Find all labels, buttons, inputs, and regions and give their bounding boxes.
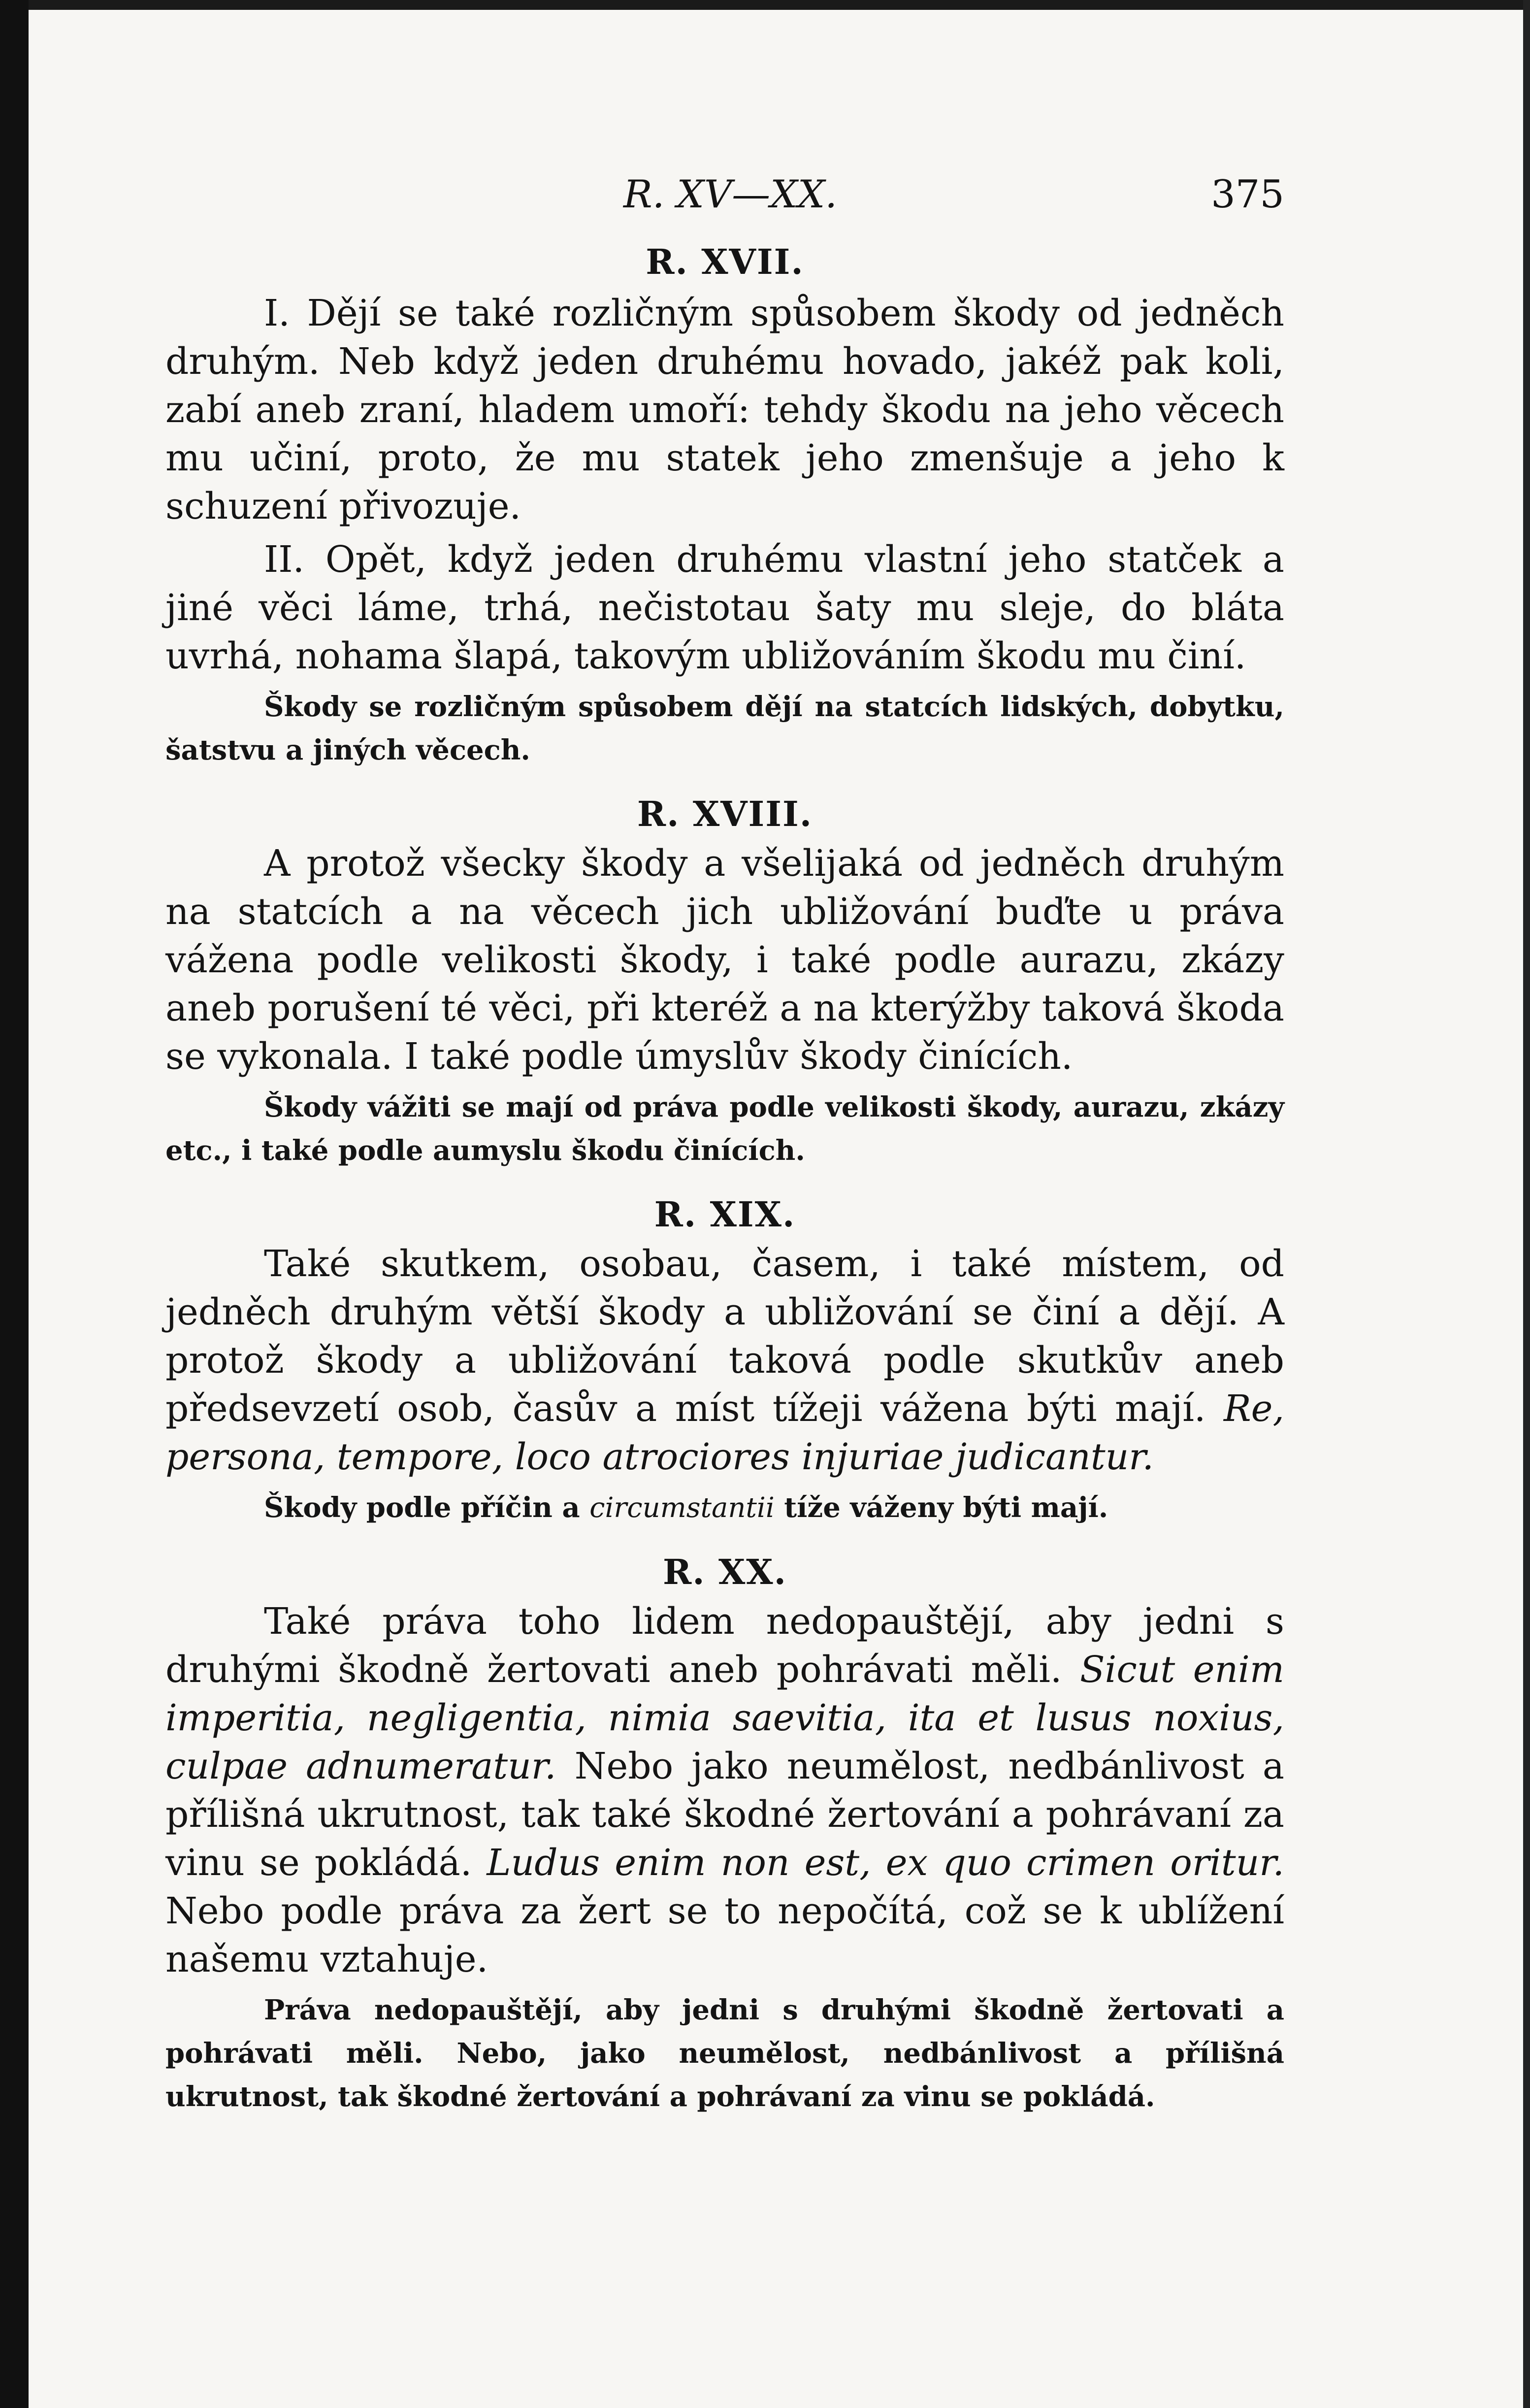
page-number: 375 — [1211, 172, 1284, 217]
paragraph-r19-1-text: Také skutkem, osobau, časem, i také místem, od jedněch druhým větší škody a ubližování se činí a dějí. A protož škody a ubližování taková podle skutkův aneb předsevzetí osob, časův a míst tížeji vážena býti mají. — [165, 1243, 1284, 1430]
latin-quote-r20-1: Sicut enim imperitia, negligentia, nimia saevitia, ita et lusus noxius, culpae adnumeratur. — [165, 1649, 1284, 1787]
section-heading-r18: R. XVIII. — [637, 793, 813, 834]
paragraph-r20-1-b: Nebo jako neumělost, nedbánlivost a přílišná ukrutnost, tak také škodné žertování a pohrávaní za vinu se pokládá. — [165, 1745, 1285, 1884]
section-heading-r20: R. XX. — [663, 1551, 787, 1592]
running-head — [165, 167, 1284, 227]
paragraph-r20-1-c: Nebo podle práva za žert se to nepočítá, což se k ublížení našemu vztahuje. — [165, 1890, 1284, 1980]
paragraph-r17-1: I. Dějí se také rozličným spůsobem škody od jedněch druhým. Neb když jeden druhému hovado, jakéž pak koli, zabí aneb zraní, hladem umoří: tehdy škodu na jeho věcech mu učiní, proto, že mu statek jeho zmenšuje a jeho k schuzení přivozuje. — [165, 292, 1284, 528]
note-r19-b: tíže váženy býti mají. — [784, 1491, 1108, 1524]
page-content — [165, 167, 1284, 2118]
section-heading-r19: R. XIX. — [654, 1194, 796, 1235]
latin-quote-r20-2: Ludus enim non est, ex quo crimen oritur. — [487, 1842, 1284, 1884]
scan-edge-right — [1523, 0, 1530, 2408]
scan-edge-top — [0, 0, 1530, 10]
marginal-note-r18: Škody vážiti se mají od práva podle velikosti škody, aurazu, zkázy etc., i také podle aumyslu škodu činících. — [165, 1091, 1284, 1167]
marginal-note-r20: Práva nedopauštějí, aby jedni s druhými škodně žertovati a pohrávati měli. Nebo, jako neumělost, nedbánlivost a přílišná ukrutnost, tak škodné žertování a pohrávaní za vinu se pokládá. — [165, 1994, 1284, 2113]
paragraph-r18-1: A protož všecky škody a všelijaká od jedněch druhým na statcích a na věcech jich ubližování buďte u práva vážena podle velikosti škody, i také podle aurazu, zkázy aneb porušení té věci, při kteréž a na kterýžby taková škoda se vykonala. I také podle úmyslův škody činících. — [165, 842, 1284, 1078]
running-head-title: R. XV—XX. — [623, 172, 838, 217]
latin-quote-r19: Re, persona, tempore, loco atrociores injuriae judicantur. — [165, 1387, 1284, 1478]
scan-edge-left — [0, 0, 29, 2408]
paragraph-r20-1 — [165, 1597, 1284, 1983]
paragraph-r19-1 — [165, 1240, 1284, 1481]
marginal-note-r17: Škody se rozličným spůsobem dějí na statcích lidských, dobytku, šatstvu a jiných věcech. — [165, 691, 1284, 766]
marginal-note-r19 — [165, 1486, 1284, 1530]
note-r19-latin: circumstantii — [589, 1492, 775, 1524]
note-r19-a: Škody podle příčin a — [264, 1491, 580, 1524]
paragraph-r20-1-a: Také práva toho lidem nedopauštějí, aby jedni s druhými škodně žertovati aneb pohrávati měli. — [165, 1600, 1284, 1691]
section-heading-r17: R. XVII. — [646, 241, 804, 282]
paragraph-r17-2: II. Opět, když jeden druhému vlastní jeho statček a jiné věci láme, trhá, nečistotau šaty mu sleje, do bláta uvrhá, nohama šlapá, takovým ubližováním škodu mu činí. — [165, 538, 1284, 677]
